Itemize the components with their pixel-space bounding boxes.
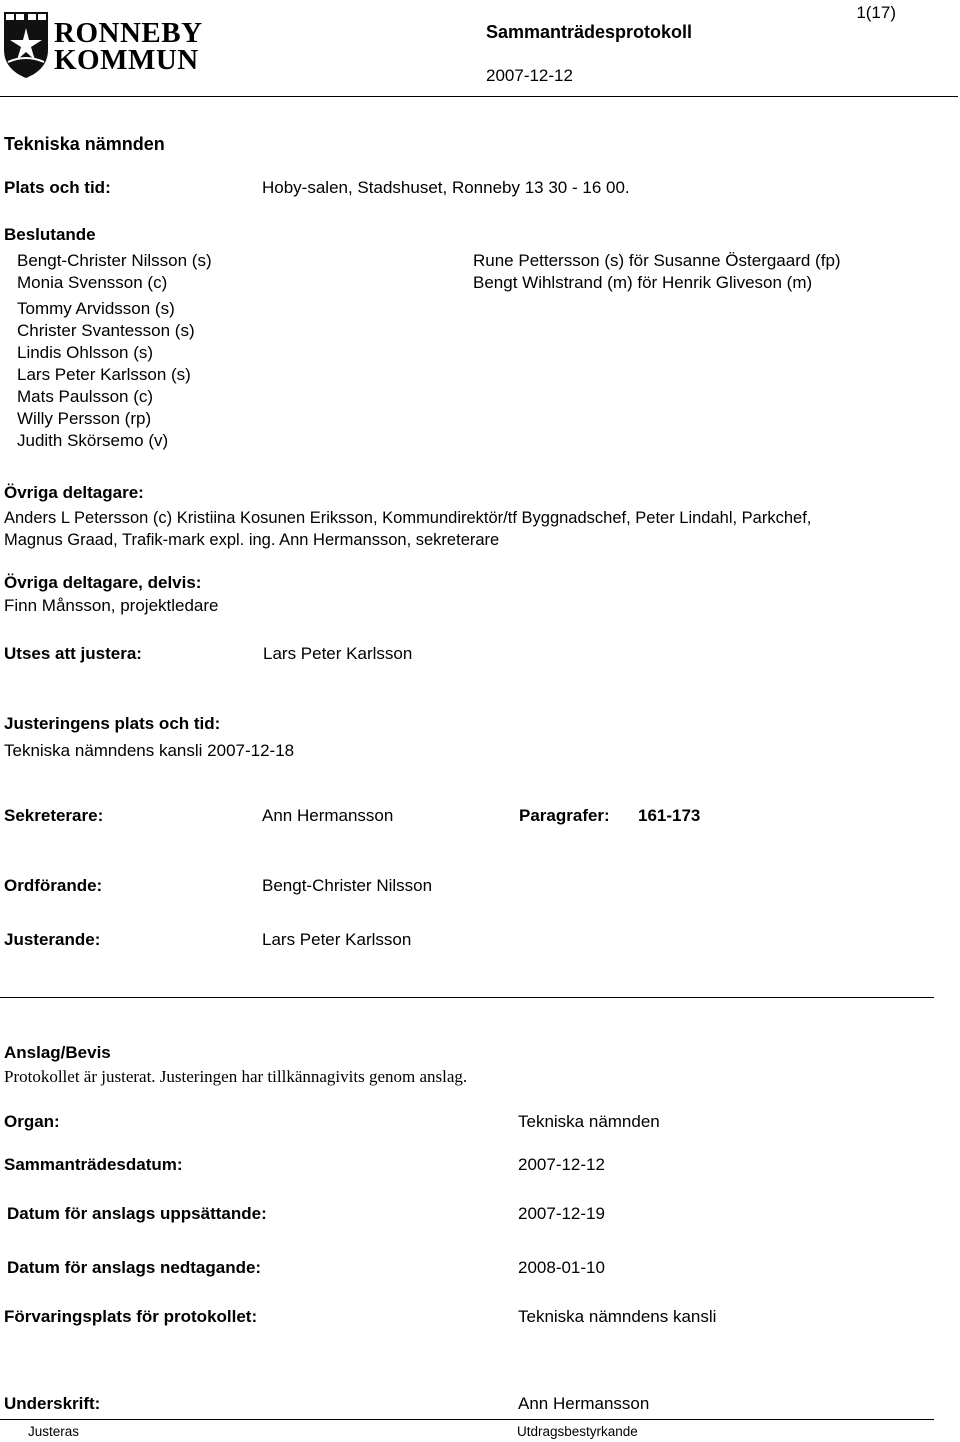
adjuster-label: Utses att justera:	[4, 644, 142, 663]
removed-date-label: Datum för anslags nedtagande:	[7, 1258, 262, 1277]
footer-justeras: Justeras	[28, 1424, 80, 1439]
section-divider	[0, 997, 934, 998]
header-divider	[0, 96, 958, 97]
member-item: Christer Svantesson (s)	[17, 321, 195, 340]
organ-label: Organ:	[4, 1112, 60, 1131]
signature-value: Ann Hermansson	[518, 1394, 650, 1413]
adjustment-value: Tekniska nämndens kansli 2007-12-18	[4, 741, 295, 760]
document-type: Sammanträdesprotokoll	[486, 22, 693, 42]
storage-value: Tekniska nämndens kansli	[518, 1307, 717, 1326]
page-number: 1(17)	[856, 3, 896, 22]
footer-utdragsbestyrkande: Utdragsbestyrkande	[517, 1424, 638, 1439]
substitutes-list	[473, 250, 841, 294]
removed-date-value: 2008-01-10	[518, 1258, 605, 1277]
others-partial-heading: Övriga deltagare, delvis:	[4, 573, 202, 592]
document-date: 2007-12-12	[486, 66, 573, 85]
member-item: Bengt-Christer Nilsson (s)	[17, 251, 212, 270]
signature-label: Underskrift:	[4, 1394, 101, 1413]
meeting-date-label: Sammanträdesdatum:	[4, 1155, 183, 1174]
posted-date-value: 2007-12-19	[518, 1204, 605, 1223]
storage-label: Förvaringsplats för protokollet:	[4, 1307, 258, 1326]
organ-value: Tekniska nämnden	[518, 1112, 660, 1131]
meeting-date-value: 2007-12-12	[518, 1155, 605, 1174]
paragraphs-label: Paragrafer:	[519, 806, 610, 825]
others-partial-value: Finn Månsson, projektledare	[4, 596, 219, 615]
posted-date-label: Datum för anslags uppsättande:	[7, 1204, 267, 1223]
adjuster-value: Lars Peter Karlsson	[263, 644, 413, 663]
venue-label: Plats och tid:	[4, 178, 111, 197]
secretary-value: Ann Hermansson	[262, 806, 394, 825]
member-item: Judith Skörsemo (v)	[17, 431, 169, 450]
ronneby-crest-icon	[2, 10, 50, 80]
substitute-item: Rune Pettersson (s) för Susanne Östergaard (fp)	[473, 251, 841, 270]
others-line-2: Magnus Graad, Trafik-mark expl. ing. Ann Hermansson, sekreterare	[4, 531, 500, 549]
justerande-label: Justerande:	[4, 930, 101, 949]
others-heading: Övriga deltagare:	[4, 483, 144, 502]
beslutande-heading: Beslutande	[4, 225, 96, 244]
justerande-value: Lars Peter Karlsson	[262, 930, 412, 949]
adjustment-label: Justeringens plats och tid:	[4, 714, 221, 733]
venue-value: Hoby-salen, Stadshuset, Ronneby 13 30 - 16 00.	[262, 178, 630, 197]
beslutande-list	[17, 250, 212, 452]
member-item: Monia Svensson (c)	[17, 273, 168, 292]
others-line-1: Anders L Petersson (c) Kristiina Kosunen Eriksson, Kommundirektör/tf Byggnadschef, Peter Lindahl, Parkchef,	[4, 509, 812, 527]
member-item: Lars Peter Karlsson (s)	[17, 365, 191, 384]
paragraphs-value: 161-173	[638, 806, 701, 825]
municipality-logo: RONNEBY KOMMUN	[54, 17, 203, 76]
substitute-item: Bengt Wihlstrand (m) för Henrik Gliveson (m)	[473, 273, 813, 292]
notice-title: Anslag/Bevis	[4, 1043, 111, 1062]
member-item: Willy Persson (rp)	[17, 409, 152, 428]
committee-title: Tekniska nämnden	[4, 134, 165, 154]
member-item: Tommy Arvidsson (s)	[17, 299, 175, 318]
secretary-label: Sekreterare:	[4, 806, 104, 825]
member-item: Lindis Ohlsson (s)	[17, 343, 154, 362]
chair-value: Bengt-Christer Nilsson	[262, 876, 433, 895]
footer-divider	[0, 1419, 934, 1420]
chair-label: Ordförande:	[4, 876, 103, 895]
notice-text: Protokollet är justerat. Justeringen har tillkännagivits genom anslag.	[4, 1067, 468, 1086]
member-item: Mats Paulsson (c)	[17, 387, 154, 406]
